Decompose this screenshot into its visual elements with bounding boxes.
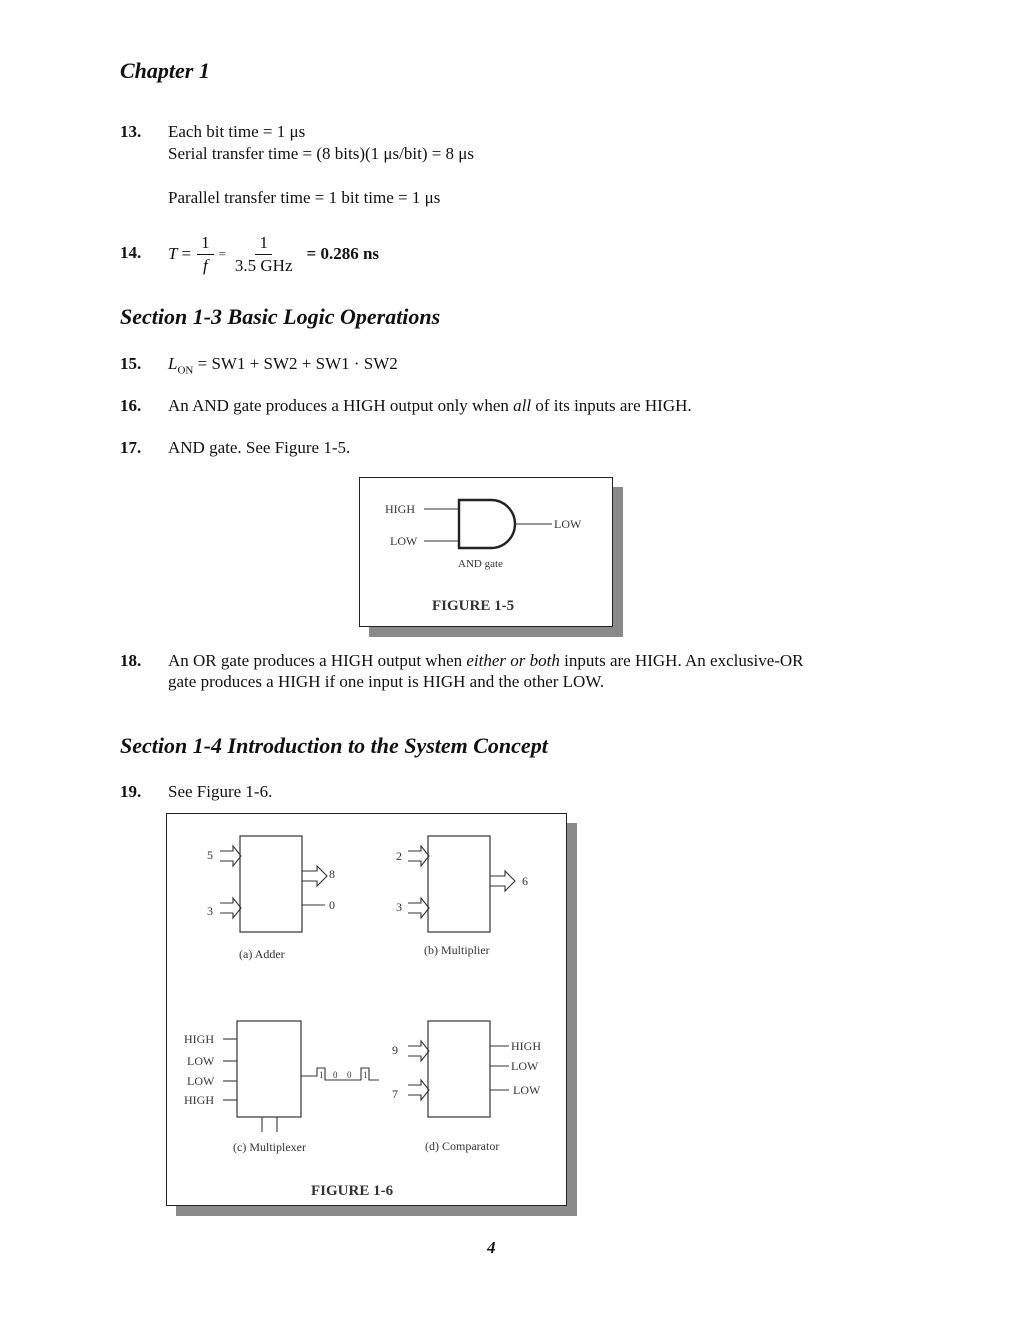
adder-block [207,836,335,961]
comparator-block [392,1021,541,1153]
fraction-denominator: 3.5 GHz [234,255,293,275]
adder-input-a-arrow [220,846,241,866]
light-subscript: ON [177,364,194,377]
mux-input-label: HIGH [184,1032,214,1046]
comparator-output-label: LOW [513,1083,541,1097]
output-low-label: LOW [554,517,582,531]
problem-17-text: AND gate. See Figure 1-5. [168,438,351,457]
problem-16-text [168,396,692,416]
emphasis: either or both [466,651,560,670]
multiplexer-caption: (c) Multiplexer [233,1140,306,1154]
emphasis: all [513,396,532,415]
adder-sum-arrow [302,866,327,886]
equals-sign: = [218,246,226,261]
figure-1-5-title: FIGURE 1-5 [432,598,515,614]
equation-rest: = SW1 + SW2 + SW1 · SW2 [193,354,398,373]
problem-16-number: 16. [120,396,142,415]
problem-18-line-1 [168,651,804,671]
waveform-bit: 0 [347,1070,352,1080]
problem-15-equation [168,354,398,376]
comparator-input-b-value: 7 [392,1087,398,1101]
mux-input-label: LOW [187,1074,215,1088]
comparator-caption: (d) Comparator [425,1139,500,1153]
mux-input-label: LOW [187,1054,215,1068]
problem-14-equation [168,230,379,278]
input-high-label: HIGH [385,502,415,516]
problem-13-line-1: Each bit time = 1 μs [168,122,306,141]
multiplier-output-value: 6 [522,874,528,888]
problem-18-line-2: gate produces a HIGH if one input is HIGH and the other LOW. [168,672,605,691]
page-number: 4 [487,1238,496,1257]
text-part: of its inputs are HIGH. [531,396,692,415]
multiplier-input-a-arrow [408,846,429,866]
and-gate-symbol [459,500,515,548]
adder-carry-value: 0 [329,898,335,912]
multiplier-input-b-arrow [408,898,429,918]
multiplier-box [428,836,490,932]
light-variable: L [168,354,178,373]
problem-14-number: 14. [120,243,142,262]
multiplier-block [396,836,528,957]
comparator-box [428,1021,490,1117]
input-low-label: LOW [390,534,418,548]
multiplier-input-a-value: 2 [396,849,402,863]
problem-13-number: 13. [120,122,142,141]
and-gate-caption: AND gate [458,558,503,570]
problem-18-number: 18. [120,651,142,670]
and-gate-diagram [360,478,612,626]
comparator-input-a-arrow [408,1041,429,1061]
problem-17-number: 17. [120,438,142,457]
fraction-one-over-f [197,232,214,277]
adder-input-b-arrow [220,898,241,918]
adder-sum-value: 8 [329,867,335,881]
multiplexer-block [184,1021,379,1154]
multiplier-input-b-value: 3 [396,900,402,914]
comparator-output-label: LOW [511,1059,539,1073]
problem-19-text: See Figure 1-6. [168,782,273,801]
figure-1-5 [359,477,613,627]
text-part: inputs are HIGH. An exclusive-OR [559,651,804,670]
problem-13-line-3: Parallel transfer time = 1 bit time = 1 μs [168,188,441,207]
text-part: An AND gate produces a HIGH output only when [168,396,514,415]
fraction-one-over-frequency [231,232,297,277]
system-functions-diagram [167,814,566,1205]
text-part: An OR gate produces a HIGH output when [168,651,467,670]
figure-1-6-title: FIGURE 1-6 [311,1183,394,1199]
multiplier-output-arrow [490,871,515,891]
problem-19-number: 19. [120,782,142,801]
fraction-numerator: 1 [255,232,272,255]
adder-caption: (a) Adder [239,947,285,961]
chapter-heading: Chapter 1 [120,58,210,83]
equals-sign: = [181,244,192,263]
adder-input-a-value: 5 [207,848,213,862]
problem-15-number: 15. [120,354,142,373]
comparator-output-label: HIGH [511,1039,541,1053]
fraction-denominator: f [202,255,208,275]
period-result: = 0.286 ns [306,244,380,263]
section-1-4-heading: Section 1-4 Introduction to the System Concept [120,733,548,758]
multiplexer-box [237,1021,301,1117]
mux-input-label: HIGH [184,1093,214,1107]
multiplier-caption: (b) Multiplier [424,943,490,957]
figure-1-6 [166,813,567,1206]
fraction-numerator: 1 [197,232,214,255]
waveform-bit: 0 [333,1070,338,1080]
section-1-3-heading: Section 1-3 Basic Logic Operations [120,304,441,329]
waveform-bit: 1 [363,1070,368,1080]
adder-input-b-value: 3 [207,904,213,918]
waveform-bit: 1 [319,1070,324,1080]
comparator-input-b-arrow [408,1080,429,1100]
comparator-input-a-value: 9 [392,1043,398,1057]
adder-box [240,836,302,932]
problem-13-line-2: Serial transfer time = (8 bits)(1 μs/bit) = 8 μs [168,144,475,163]
period-symbol: T [168,244,178,263]
